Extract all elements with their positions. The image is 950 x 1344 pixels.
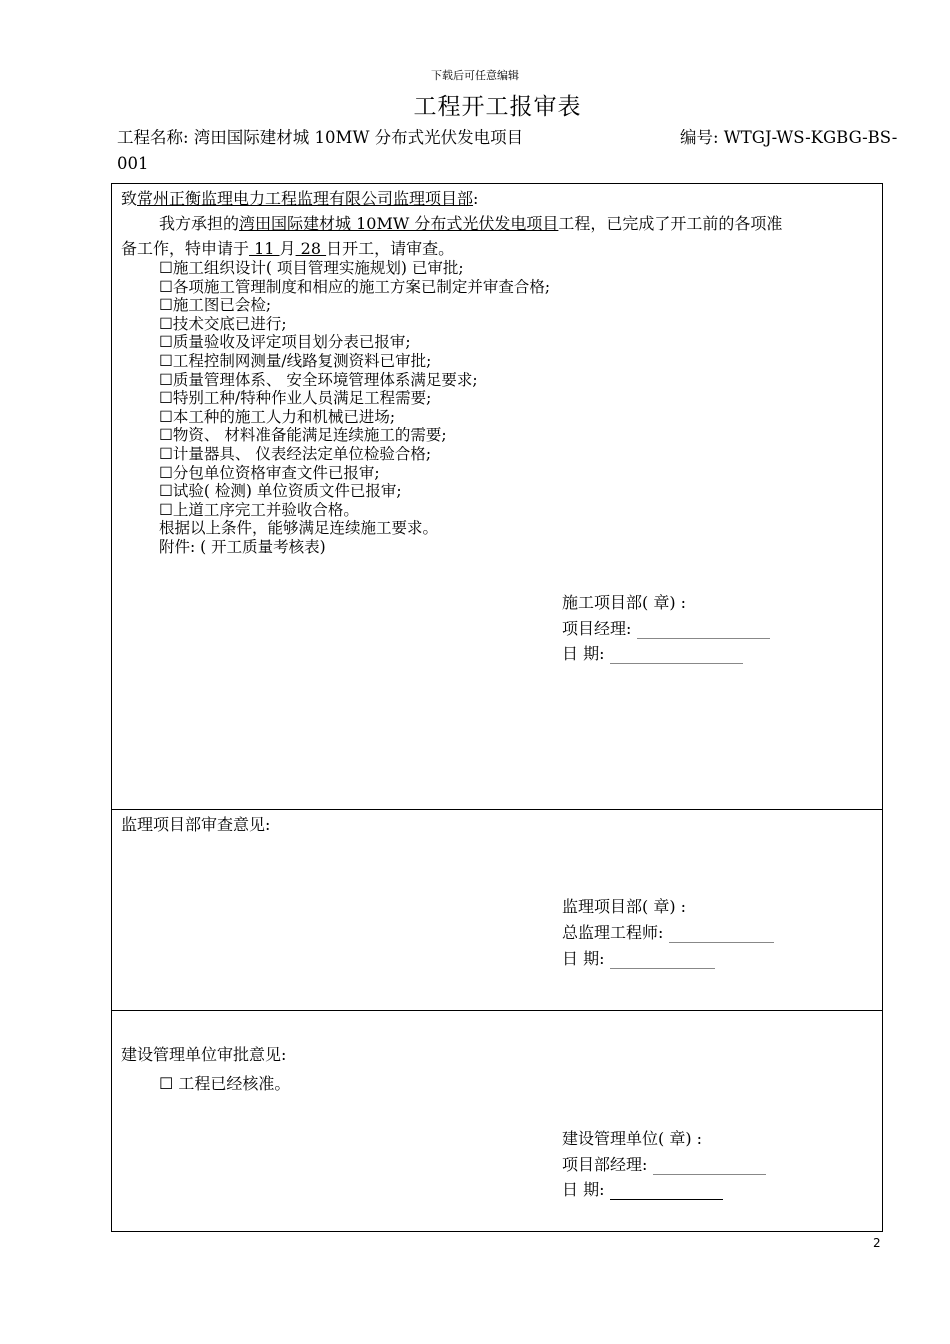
- owner-date-field[interactable]: [610, 1183, 723, 1200]
- chief-engineer-row: [562, 920, 774, 943]
- owner-date-row: [562, 1177, 723, 1200]
- owner-manager-field[interactable]: [653, 1158, 766, 1175]
- owner-seal-label: 建设管理单位( 章) :: [562, 1129, 703, 1148]
- addressee-suffix: :: [473, 189, 479, 208]
- document-code-suffix: 001: [117, 154, 149, 173]
- project-name: 工程名称: 湾田国际建材城 10MW 分布式光伏发电项目: [117, 128, 524, 147]
- supervision-seal-label: 监理项目部( 章) :: [562, 897, 687, 916]
- top-note: 下载后可任意编辑: [431, 69, 519, 82]
- approval-checkbox[interactable]: ☐ 工程已经核准。: [159, 1074, 291, 1093]
- document-code: 编号: WTGJ-WS-KGBG-BS-: [680, 128, 898, 147]
- page-title: 工程开工报审表: [413, 94, 582, 120]
- checklist-item[interactable]: ☐上道工序完工并验收合格。: [159, 500, 359, 519]
- checklist-item[interactable]: ☐各项施工管理制度和相应的施工方案已制定并审查合格;: [159, 277, 551, 296]
- page-number: 2: [873, 1236, 881, 1250]
- application-paragraph-line2: [121, 236, 454, 259]
- contractor-date-row: [562, 641, 743, 664]
- text-fragment: 日开工，请审查。: [326, 239, 455, 258]
- section-divider: [112, 1010, 882, 1011]
- text-fragment: 备工作，特申请于: [121, 239, 250, 258]
- owner-date-label: 日 期:: [562, 1180, 605, 1199]
- checklist-item[interactable]: ☐本工种的施工人力和机械已进场;: [159, 407, 396, 426]
- checklist: [159, 259, 550, 557]
- contractor-date-label: 日 期:: [562, 644, 605, 663]
- start-month: 11: [249, 239, 280, 258]
- contractor-manager-row: [562, 616, 770, 639]
- owner-manager-row: [562, 1152, 766, 1175]
- owner-manager-label: 项目部经理:: [562, 1155, 648, 1174]
- contractor-seal-label: 施工项目部( 章) :: [562, 593, 687, 612]
- text-fragment: 月: [279, 239, 296, 258]
- checklist-item[interactable]: ☐技术交底已进行;: [159, 314, 287, 333]
- contractor-manager-field[interactable]: [637, 622, 770, 639]
- checklist-item[interactable]: ☐试验( 检测) 单位资质文件已报审;: [159, 482, 402, 501]
- supervision-date-row: [562, 946, 715, 969]
- application-paragraph-line1: [159, 211, 782, 234]
- checklist-item[interactable]: ☐施工图已会检;: [159, 296, 272, 315]
- owner-approval-heading: 建设管理单位审批意见:: [121, 1045, 287, 1064]
- addressee-line: [121, 186, 478, 209]
- start-day: 28: [295, 239, 327, 258]
- checklist-item[interactable]: ☐分包单位资格审查文件已报审;: [159, 463, 380, 482]
- conclusion-text: 根据以上条件，能够满足连续施工要求。: [159, 519, 439, 538]
- supervision-date-label: 日 期:: [562, 949, 605, 968]
- checklist-item[interactable]: ☐施工组织设计( 项目管理实施规划) 已审批;: [159, 259, 464, 277]
- section-divider: [112, 809, 882, 810]
- checklist-item[interactable]: ☐计量器具、 仪表经法定单位检验合格;: [159, 444, 432, 463]
- checklist-item[interactable]: ☐物资、 材料准备能满足连续施工的需要;: [159, 426, 447, 445]
- addressee-prefix: 致: [121, 189, 138, 208]
- chief-engineer-field[interactable]: [669, 926, 774, 943]
- checklist-item[interactable]: ☐工程控制网测量/线路复测资料已审批;: [159, 351, 432, 370]
- text-fragment: 工程，已完成了开工前的各项准: [558, 214, 783, 233]
- chief-engineer-label: 总监理工程师:: [562, 923, 664, 942]
- checklist-item[interactable]: ☐特别工种/特种作业人员满足工程需要;: [159, 389, 432, 408]
- supervision-opinion-heading: 监理项目部审查意见:: [121, 815, 271, 834]
- attachment-text: 附件: ( 开工质量考核表): [159, 537, 326, 556]
- addressee-name: 常州正衡监理电力工程监理有限公司监理项目部: [137, 189, 474, 208]
- supervision-date-field[interactable]: [610, 952, 715, 969]
- project-underlined: 湾田国际建材城 10MW 分布式光伏发电项目: [239, 214, 559, 233]
- text-fragment: 我方承担的: [159, 214, 240, 233]
- form-table: [111, 183, 883, 1232]
- contractor-manager-label: 项目经理:: [562, 619, 632, 638]
- contractor-date-field[interactable]: [610, 647, 743, 664]
- checklist-item[interactable]: ☐质量管理体系、 安全环境管理体系满足要求;: [159, 370, 478, 389]
- checklist-item[interactable]: ☐质量验收及评定项目划分表已报审;: [159, 333, 411, 352]
